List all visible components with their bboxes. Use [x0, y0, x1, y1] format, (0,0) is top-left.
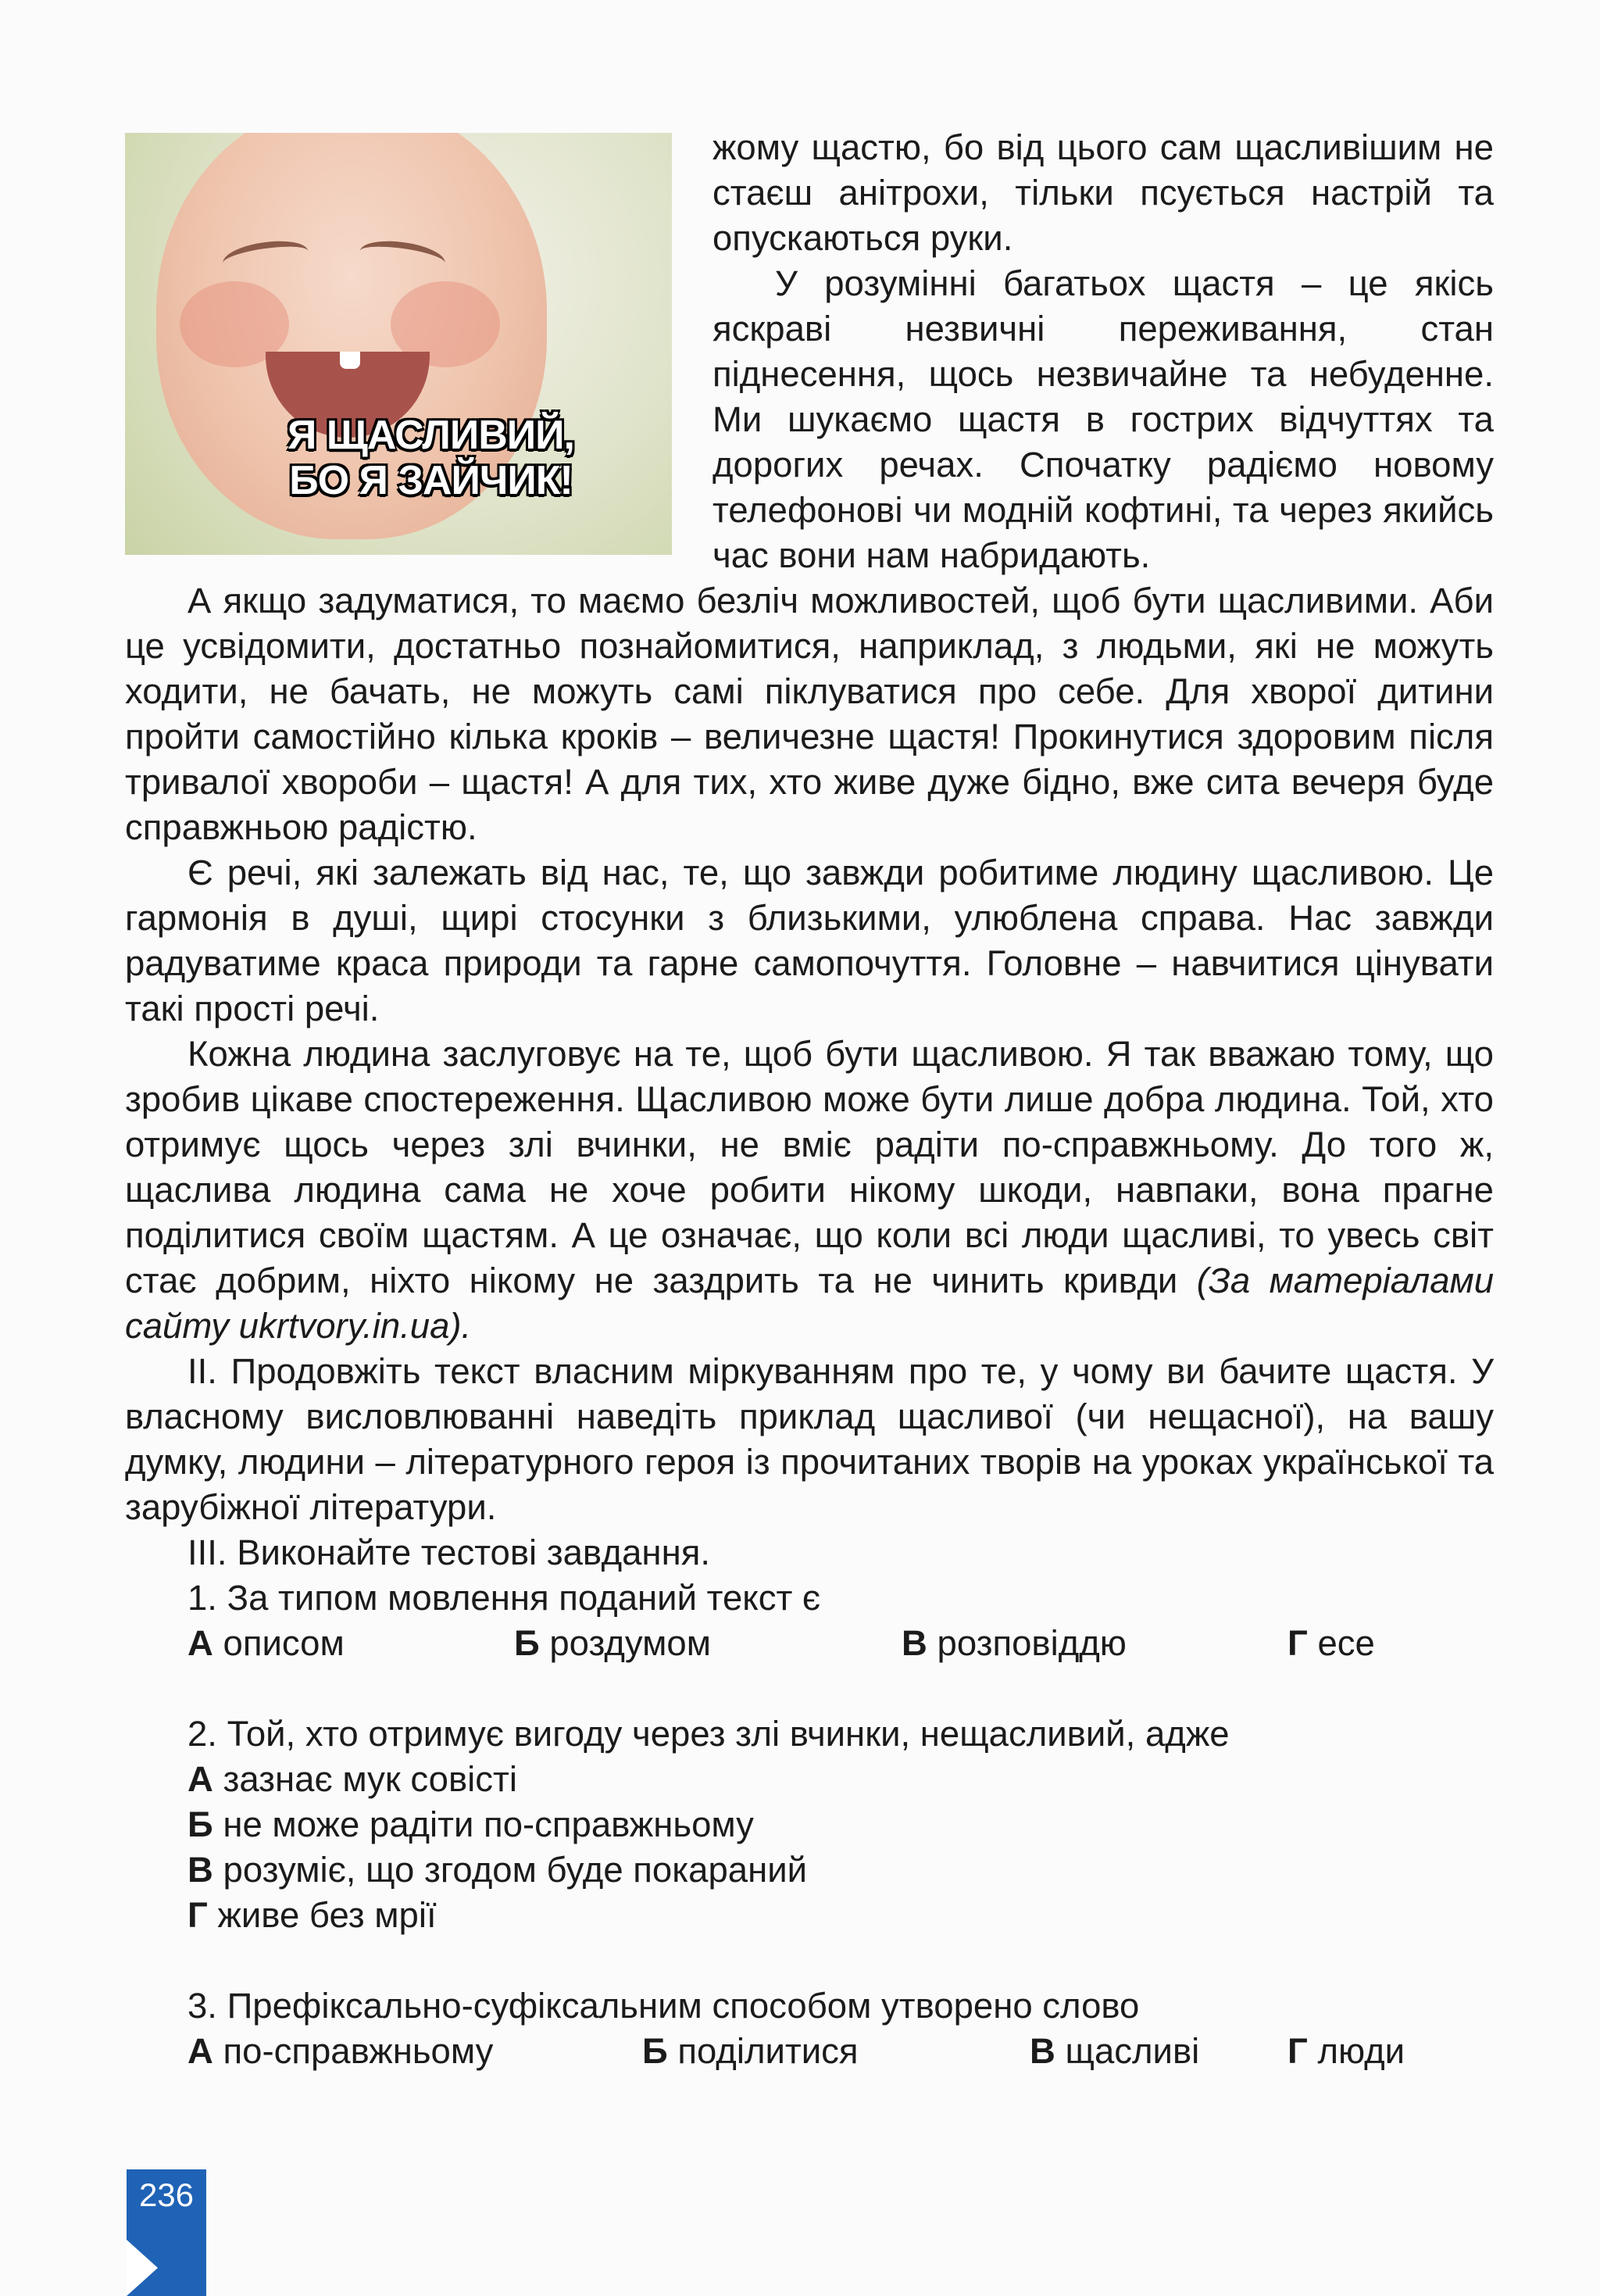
source-citation: (За матеріалами сайту ukrtvory.in.ua).: [125, 1261, 1494, 1346]
question-3: 3. Префіксально-суфіксальним способом утворено слово: [188, 1986, 1140, 2026]
body-paragraph-3-text: Кожна людина заслуговує на те, щоб бути щасливою. Я так вважаю тому, що зробив цікаве спостереження. Щасливою може бути лише добра людина. Той, хто отримує щось через злі вчинки, не вміє радіти по-справжньому. До того ж, щаслива людина сама не хоче робити нікому шкоди, навпаки, вона прагне поділитися своїм щастям. А це означає, що коли всі люди щасливі, то увесь світ стає добрим, ніхто нікому не заздрить та не чинить кривди: [125, 1034, 1494, 1300]
question-3-option-d[interactable]: Г люди: [1288, 2031, 1405, 2071]
question-3-options: [125, 2029, 1494, 2074]
question-2-option-b[interactable]: Б не може радіти по-справжньому: [188, 1804, 754, 1844]
question-1-option-d[interactable]: Г есе: [1288, 1623, 1375, 1663]
task-3: ІІІ. Виконайте тестові завдання.: [188, 1532, 710, 1572]
lead-paragraph-2: У розумінні багатьох щастя – це якісь яскраві незвичні переживання, стан піднесення, щось незвичайне та небуденне. Ми шукаємо щастя в гострих відчуттях та дорогих речах. Спочатку радіємо новому телефонові чи модній кофтині, та через якийсь час вони нам набридають.: [712, 263, 1494, 575]
lead-text: [712, 125, 1494, 578]
question-2-option-d[interactable]: Г живе без мрії: [188, 1895, 437, 1935]
photo-caption-line1: Я ЩАСЛИВИЙ,: [288, 413, 574, 458]
corner-arrow-icon: [127, 2240, 158, 2296]
question-1-option-b[interactable]: Б роздумом: [514, 1623, 711, 1663]
question-1-option-c[interactable]: В розповіддю: [902, 1623, 1127, 1663]
photo-caption: [288, 413, 574, 503]
question-3-option-a[interactable]: А по-справжньому: [188, 2031, 494, 2071]
question-3-option-c[interactable]: В щасливі: [1030, 2031, 1200, 2071]
page-number: 236: [138, 2176, 195, 2213]
question-1-options: [125, 1621, 1494, 1666]
question-1-option-a[interactable]: А описом: [188, 1623, 345, 1663]
photo-caption-line2: БО Я ЗАЙЧИК!: [289, 458, 573, 503]
question-2-option-a[interactable]: А зазнає мук совісті: [188, 1759, 517, 1799]
body-paragraph-2: Є речі, які залежать від нас, те, що завжди робитиме людину щасливою. Це гармонія в душі, щирі стосунки з близькими, улюблена справа. Нас завжди радуватиме краса природи та гарне самопочуття. Головне – навчитися цінувати такі прості речі.: [125, 853, 1494, 1028]
question-2: 2. Той, хто отримує вигоду через злі вчинки, нещасливий, адже: [188, 1714, 1230, 1754]
lead-paragraph-1: жому щастю, бо від цього сам щасливішим не стаєш анітрохи, тільки псується настрій та опускаються руки.: [712, 127, 1494, 258]
body-paragraph-1: А якщо задуматися, то маємо безліч можливостей, щоб бути щасливими. Аби це усвідомити, достатньо познайомитися, наприклад, з людьми, які не можуть ходити, не бачать, не можуть самі піклуватися про себе. Для хворої дитини пройти самостійно кілька кроків – величезне щастя! Прокинутися здоровим після тривалої хвороби – щастя! А для тих, хто живе дуже бідно, вже сита вечеря буде справжньою радістю.: [125, 581, 1494, 847]
baby-photo: [125, 133, 672, 555]
body-paragraph-3: [125, 1032, 1494, 1349]
page-content: [125, 125, 1494, 2074]
lead-section: [125, 125, 1494, 578]
question-1: 1. За типом мовлення поданий текст є: [188, 1578, 821, 1618]
task-2: ІІ. Продовжіть текст власним міркуванням про те, у чому ви бачите щастя. У власному висловлюванні наведіть приклад щасливої (чи нещасної), на вашу думку, людини – літературного героя із прочитаних творів на уроках української та зарубіжної літератури.: [125, 1351, 1494, 1527]
page-number-tab: [127, 2169, 206, 2296]
question-2-option-c[interactable]: В розуміє, що згодом буде покараний: [188, 1850, 808, 1890]
question-3-option-b[interactable]: Б поділитися: [642, 2031, 859, 2071]
